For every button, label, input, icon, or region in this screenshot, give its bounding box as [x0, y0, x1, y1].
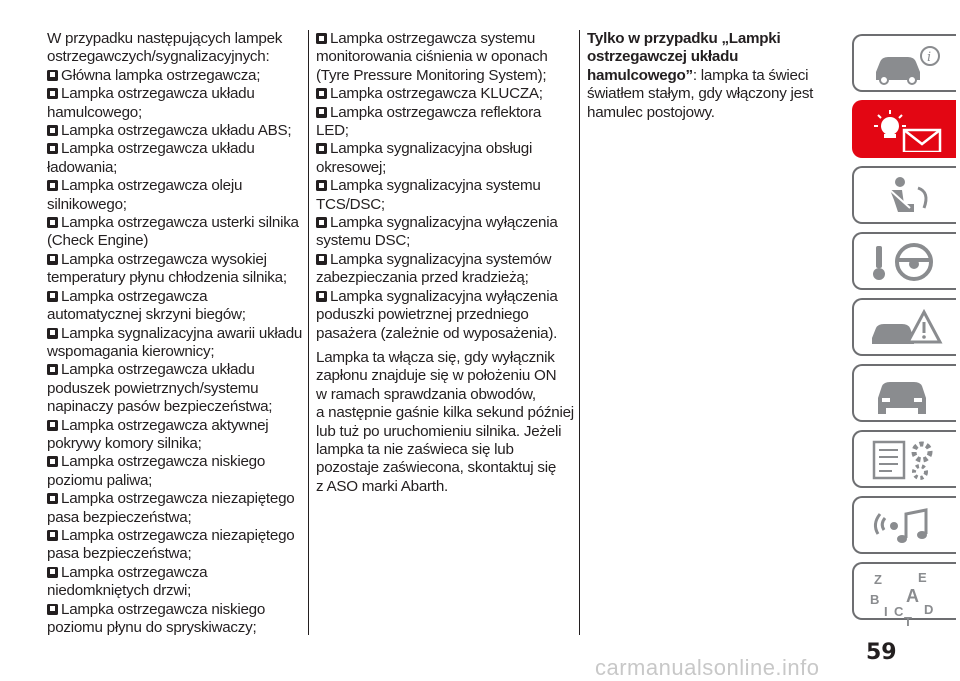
lamp-list-text: Lampka ostrzegawcza reflektora: [330, 103, 542, 121]
lamp-list-text: Lampka sygnalizacyjna systemu: [330, 177, 541, 195]
svg-text:E: E: [918, 570, 927, 585]
lamp-list-text: Lampka sygnalizacyjna awarii układu: [61, 324, 303, 342]
lamp-list-item: [47, 564, 302, 601]
lamp-list-item: [47, 361, 302, 416]
warning-lamp-symbol-icon: [47, 291, 58, 302]
car-info-icon: [868, 42, 948, 86]
lamp-list-text: monitorowania ciśnienia w oponach: [316, 48, 548, 66]
svg-text:A: A: [906, 586, 919, 606]
lamp-list-text: pasa bezpieczeństwa;: [47, 508, 192, 526]
lamp-list-text: Główna lampka ostrzegawcza;: [61, 66, 261, 84]
lamp-list-text: Lampka sygnalizacyjna wyłączenia: [330, 214, 558, 232]
lamp-list-text: silnikowego;: [47, 195, 127, 213]
lamp-list-text: Lampka ostrzegawcza niskiego: [61, 600, 266, 618]
intro-text: W przypadku następujących lampek ostrzegawczych/sygnalizacyjnych:: [47, 30, 283, 66]
car-accident-warning-icon: [868, 306, 948, 350]
lamp-list-text: poduszki powietrznej przedniego: [316, 306, 529, 324]
lamp-list-text: hamulcowego;: [47, 103, 142, 121]
lamp-list-text: Lampka ostrzegawcza systemu: [330, 30, 536, 47]
lamp-list-text: Lampka ostrzegawcza niskiego: [61, 453, 266, 471]
lamp-list-text: automatycznej skrzyni biegów;: [47, 306, 246, 324]
lamp-list-item: [47, 325, 302, 362]
svg-text:Z: Z: [874, 572, 882, 587]
lamp-list-item: [47, 122, 302, 140]
lamp-list-text: Lampka sygnalizacyjna obsługi: [330, 140, 533, 158]
lamp-list-text: Lampka ostrzegawcza niezapiętego: [61, 526, 295, 544]
lamp-list-text: TCS/DSC;: [316, 195, 385, 213]
lamp-list-text: niedomkniętych drzwi;: [47, 582, 192, 600]
tab-emergency[interactable]: [852, 298, 956, 356]
lamp-list-text: temperatury płynu chłodzenia silnika;: [47, 269, 287, 287]
warning-lamp-symbol-icon: [47, 364, 58, 375]
lamp-list-item: [316, 104, 570, 141]
lamp-list-text: pokrywy komory silnika;: [47, 434, 202, 452]
warning-lamp-symbol-icon: [316, 217, 327, 228]
lamp-list-item: [47, 140, 302, 177]
lamp-list-item: [47, 417, 302, 454]
lamp-list-text: (Tyre Pressure Monitoring System);: [316, 66, 547, 84]
lamp-list-item: [47, 177, 302, 214]
warning-lamp-symbol-icon: [47, 217, 58, 228]
svg-text:I: I: [884, 604, 888, 619]
lamp-list-text: Lampka ostrzegawcza układu ABS;: [61, 122, 292, 140]
column-middle: [316, 30, 574, 496]
warning-lamp-symbol-icon: [47, 143, 58, 154]
lamp-list-text: Lampka ostrzegawcza KLUCZA;: [330, 85, 543, 103]
maintenance-settings-icon: [868, 438, 948, 482]
warning-lamp-symbol-icon: [47, 70, 58, 81]
lamp-list-text: (Check Engine): [47, 232, 149, 250]
column-right: [587, 30, 827, 122]
check-paragraph: Lampka ta włącza się, gdy wyłącznik zapłonu znajduje się w położeniu ON w ramach sprawdzania obwodów, a następnie gaśnie kilka sekund później lub tuż po uruchomieniu silnika. Jeżeli lampka ta nie zaświeca się lub pozostaje zaświecona, skontaktuj się z ASO marki Abarth.: [316, 348, 574, 495]
tab-index[interactable]: [852, 562, 956, 629]
warning-lamp-symbol-icon: [316, 107, 327, 118]
lamp-list-text: Lampka sygnalizacyjna systemów: [330, 250, 552, 268]
lamp-list-text: LED;: [316, 122, 349, 140]
warning-lamp-symbol-icon: [47, 328, 58, 339]
warning-lamp-symbol-icon: [47, 530, 58, 541]
lamp-list-text: pasażera (zależnie od wyposażenia).: [316, 324, 558, 342]
column-left: [47, 30, 302, 637]
lamp-list-text: Lampka ostrzegawcza usterki silnika: [61, 214, 299, 232]
lamp-list-text: zabezpieczania przed kradzieżą;: [316, 269, 529, 287]
tab-car-info[interactable]: [852, 34, 956, 92]
note-heading: ostrzegawczej układu: [587, 48, 739, 66]
lamp-list-item: [316, 251, 570, 288]
alphabetical-index-icon: [868, 570, 948, 630]
lamp-list-item: [47, 527, 302, 564]
lamp-list-text: Lampka ostrzegawcza układu: [61, 140, 255, 158]
svg-text:B: B: [870, 592, 880, 607]
svg-text:T: T: [904, 614, 912, 629]
lamp-list-item: [47, 67, 302, 85]
warning-lamp-symbol-icon: [47, 125, 58, 136]
lamp-list-text: poduszek powietrznych/systemu: [47, 379, 259, 397]
warning-lamp-symbol-icon: [47, 493, 58, 504]
lamp-list-text: poziomu płynu do spryskiwaczy;: [47, 619, 257, 636]
seat-airbag-icon: [868, 174, 948, 218]
warning-lamp-symbol-icon: [47, 180, 58, 191]
lamp-list-item: [47, 453, 302, 490]
svg-text:D: D: [924, 602, 934, 617]
lamp-list-text: Lampka ostrzegawcza układu: [61, 361, 255, 379]
note-text: hamulcowego”: lampka ta świeci: [587, 66, 809, 84]
warning-lamp-symbol-icon: [316, 180, 327, 191]
svg-text:C: C: [894, 604, 904, 619]
lamp-list-item: [47, 490, 302, 527]
note-heading: Tylko w przypadku „Lampki: [587, 30, 781, 47]
lamp-list-item: [316, 30, 570, 85]
tab-safety[interactable]: [852, 166, 956, 224]
svg-text:i: i: [927, 50, 932, 65]
lamp-list-item: [47, 288, 302, 325]
warning-lamp-symbol-icon: [316, 88, 327, 99]
warning-lamp-symbol-icon: [47, 604, 58, 615]
car-service-icon: [868, 372, 948, 416]
warning-lamp-list: [47, 67, 302, 638]
warning-lamp-symbol-icon: [47, 567, 58, 578]
lamp-list-item: [316, 140, 570, 177]
lamp-list-text: wspomagania kierownicy;: [47, 342, 215, 360]
lamp-list-text: ładowania;: [47, 158, 118, 176]
lamp-list-item: [316, 177, 570, 214]
warning-lamp-symbol-icon: [47, 420, 58, 431]
lamp-list-text: Lampka ostrzegawcza układu: [61, 85, 255, 103]
lamp-list-item: [47, 601, 302, 638]
lamp-list-text: okresowej;: [316, 158, 387, 176]
warning-lamp-symbol-icon: [47, 254, 58, 265]
page-number: 59: [866, 640, 897, 665]
warning-lamp-symbol-icon: [316, 291, 327, 302]
lamp-list-item: [316, 288, 570, 343]
column-divider: [308, 30, 309, 635]
column-divider: [579, 30, 580, 635]
warning-lamp-symbol-icon: [316, 33, 327, 44]
tab-service[interactable]: [852, 364, 956, 422]
warning-lamp-symbol-icon: [316, 254, 327, 265]
lamp-list-text: Lampka sygnalizacyjna wyłączenia: [330, 287, 558, 305]
lamp-list-item: [316, 214, 570, 251]
lamp-list-text: Lampka ostrzegawcza wysokiej: [61, 250, 267, 268]
lamp-list-text: napinaczy pasów bezpieczeństwa;: [47, 398, 273, 416]
lamp-list-item: [316, 85, 570, 103]
warning-lamp-symbol-icon: [47, 456, 58, 467]
warning-lamp-symbol-icon: [47, 88, 58, 99]
tab-multimedia[interactable]: [852, 496, 956, 554]
lamp-list-text: Lampka ostrzegawcza: [61, 563, 208, 581]
lamp-list-text: Lampka ostrzegawcza niezapiętego: [61, 490, 295, 508]
lamp-list-item: [47, 85, 302, 122]
watermark: carmanualsonline.info: [595, 655, 820, 680]
note-text: światłem stałym, gdy włączony jest: [587, 85, 814, 103]
tab-starting-driving[interactable]: [852, 232, 956, 290]
lamp-list-text: Lampka ostrzegawcza: [61, 287, 208, 305]
lamp-list-text: Lampka ostrzegawcza oleju: [61, 177, 243, 195]
tab-warning-lights[interactable]: [852, 100, 956, 158]
warning-lamp-symbol-icon: [316, 143, 327, 154]
lamp-list-text: pasa bezpieczeństwa;: [47, 545, 192, 563]
tab-technical-data[interactable]: [852, 430, 956, 488]
key-steering-wheel-icon: [868, 240, 948, 284]
multimedia-icon: [868, 504, 948, 548]
lamp-list-text: Lampka ostrzegawcza aktywnej: [61, 416, 269, 434]
warning-light-envelope-icon: [868, 108, 948, 152]
lamp-list-item: [47, 251, 302, 288]
warning-lamp-list-continued: [316, 30, 570, 343]
lamp-list-text: systemu DSC;: [316, 232, 411, 250]
note-text: hamulec postojowy.: [587, 103, 715, 121]
lamp-list-item: [47, 214, 302, 251]
lamp-list-text: poziomu paliwa;: [47, 471, 153, 489]
